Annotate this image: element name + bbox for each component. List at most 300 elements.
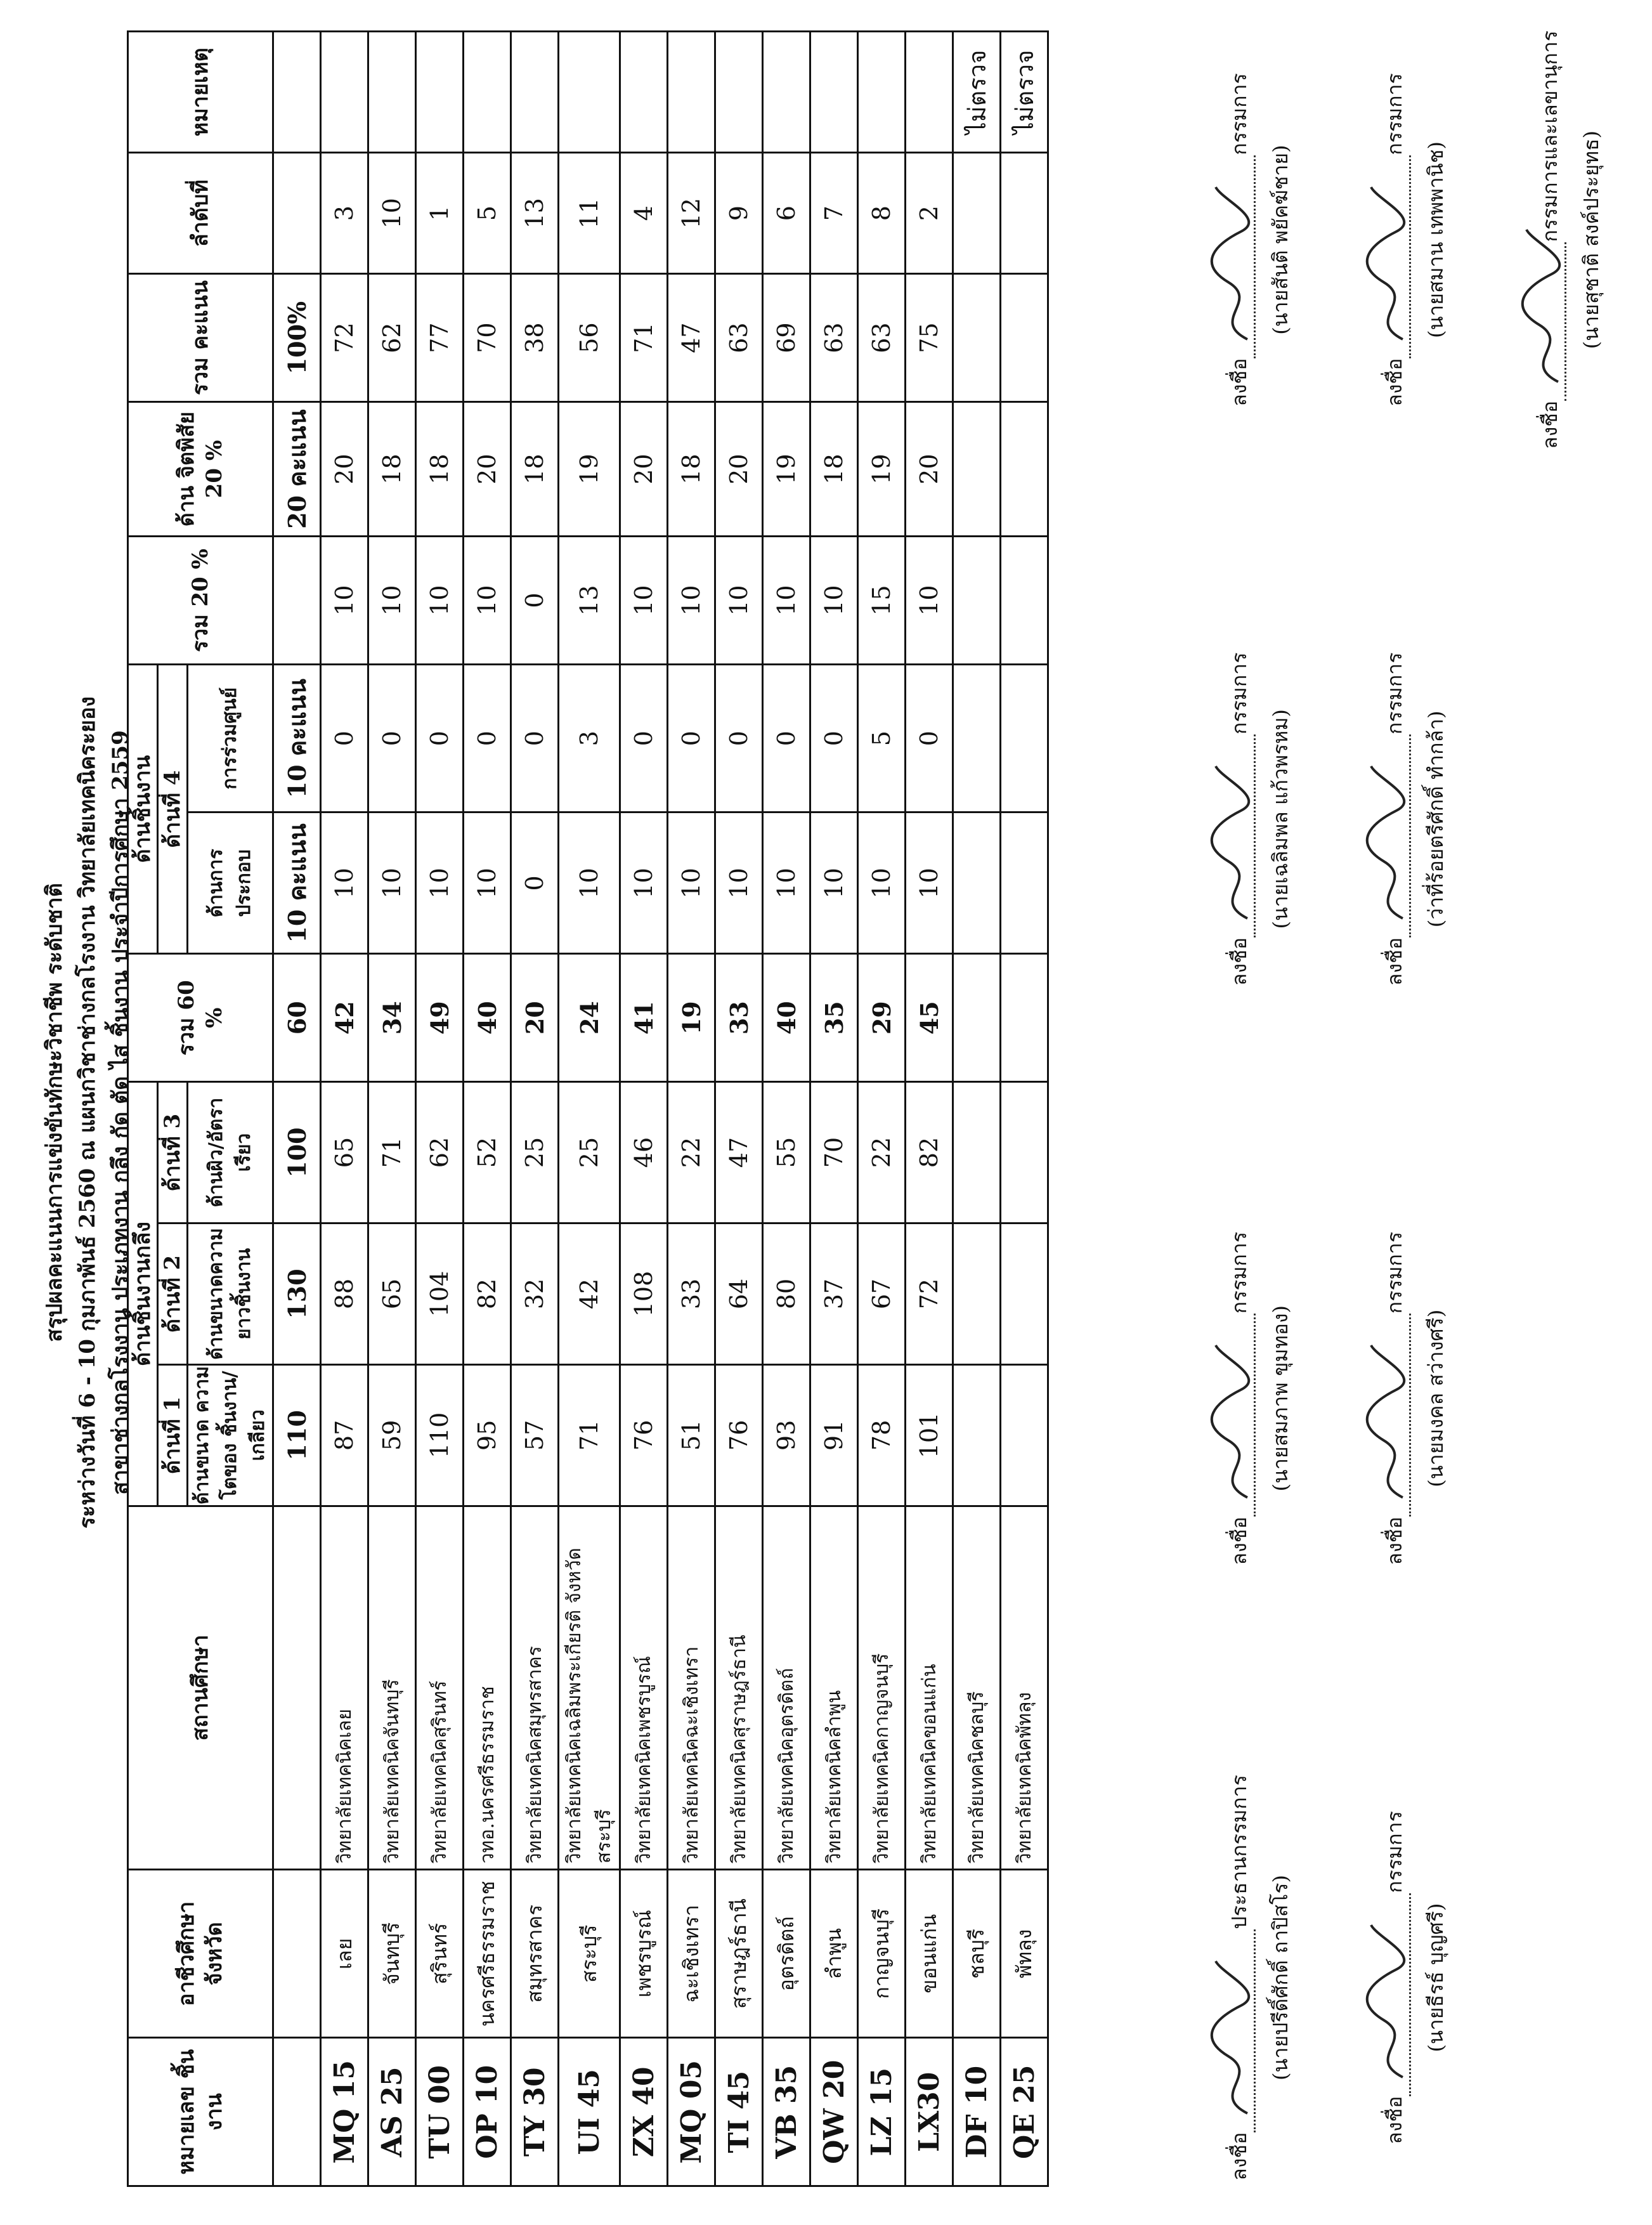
signature-lead: ลงชื่อ [1538, 400, 1562, 449]
cell-province: กาญจนบุรี [858, 1870, 906, 2038]
cell-rank: 9 [715, 153, 763, 274]
cell-total: 63 [858, 274, 906, 402]
signature-line [1403, 1314, 1411, 1517]
signature-lead: ลงชื่อ [1382, 358, 1407, 407]
cell-rank: 13 [511, 153, 559, 274]
cell-habit: 18 [416, 401, 464, 536]
cell-sum60: 40 [763, 954, 810, 1082]
cell-assembly: 10 [321, 812, 368, 954]
cell-assembly [953, 812, 1001, 954]
cell-rank: 10 [368, 153, 416, 274]
cell-habit: 20 [906, 401, 953, 536]
cell-concentric [953, 664, 1001, 812]
cell-habit: 18 [668, 401, 715, 536]
cell-part3: 47 [715, 1082, 763, 1223]
table-row [715, 32, 763, 2186]
header-part2: ด้านที่ 2 [158, 1223, 188, 1365]
cell-concentric: 0 [668, 664, 715, 812]
signature-block [1497, 30, 1608, 449]
score-table-wrapper [127, 30, 1049, 2187]
signature-line [1403, 734, 1411, 937]
signer-name: (ว่าที่ร้อยตรีศักดิ์ ทำกล้า) [1424, 710, 1448, 928]
header-sum60: รวม 60 % [128, 954, 273, 1082]
signature-block [1341, 610, 1452, 1028]
cell-total: 56 [559, 274, 620, 402]
cell-part3: 25 [511, 1082, 559, 1223]
cell-school: วิทยาลัยเทคนิคเพชรบูรณ์ [620, 1506, 668, 1869]
signature-line [1247, 1314, 1256, 1517]
table-row [810, 32, 858, 2186]
handwritten-signature [1203, 1955, 1260, 2120]
cell-part1: 95 [464, 1364, 511, 1506]
header-code: หมายเลข ชิ้นงาน [128, 2038, 273, 2186]
cell-sum60: 35 [810, 954, 858, 1082]
cell-school: วิทยาลัยเทคนิคสุรินทร์ [416, 1506, 464, 1869]
cell-sum20: 10 [763, 537, 810, 665]
cell-part2: 130 [273, 1223, 321, 1365]
table-row [763, 32, 810, 2186]
cell-assembly: 10 [416, 812, 464, 954]
header-part4-assembly: ด้านการ ประกอบ [188, 812, 273, 954]
cell-habit: 20 คะแนน [273, 401, 321, 536]
cell-code: TY 30 [511, 2038, 559, 2186]
signature-role: กรรมการ [1227, 652, 1251, 734]
header-note: หมายเหตุ [128, 32, 273, 153]
cell-part3: 71 [368, 1082, 416, 1223]
cell-rank: 8 [858, 153, 906, 274]
cell-concentric: 0 [906, 664, 953, 812]
cell-sum60: 45 [906, 954, 953, 1082]
cell-total: 69 [763, 274, 810, 402]
signature-lead: ลงชื่อ [1382, 1517, 1407, 1565]
handwritten-signature [1514, 223, 1571, 388]
cell-assembly: 10 [763, 812, 810, 954]
cell-part1 [953, 1364, 1001, 1506]
cell-total [1001, 274, 1048, 402]
cell-habit: 19 [858, 401, 906, 536]
cell-part2: 72 [906, 1223, 953, 1365]
cell-province: สุราษฎร์ธานี [715, 1870, 763, 2038]
cell-habit: 19 [763, 401, 810, 536]
cell-sum60: 34 [368, 954, 416, 1082]
signature-line [1558, 242, 1566, 401]
cell-part3: 22 [668, 1082, 715, 1223]
cell-province: พัทลุง [1001, 1870, 1048, 2038]
signature-row [1341, 30, 1452, 2187]
signer-name: (นายสมาน เทพพานิช) [1424, 141, 1448, 339]
cell-sum60: 29 [858, 954, 906, 1082]
cell-assembly: 10 [715, 812, 763, 954]
header-part4: ด้านที่ 4 [158, 664, 188, 953]
cell-province: เลย [321, 1870, 368, 2038]
cell-assembly [1001, 812, 1048, 954]
cell-habit [953, 401, 1001, 536]
cell-concentric: 0 [763, 664, 810, 812]
cell-note [321, 32, 368, 153]
cell-assembly: 0 [511, 812, 559, 954]
signature-role: กรรมการ [1227, 1231, 1251, 1314]
cell-part3: 100 [273, 1082, 321, 1223]
cell-part1: 110 [273, 1364, 321, 1506]
cell-habit: 20 [321, 401, 368, 536]
table-row [858, 32, 906, 2186]
title-line-3: สาขาช่างกลโรงงาน ประเภทงาน กลึง กัด ตัด ไส ชิ้นงาน ประจำปีการศึกษา 2559 [108, 730, 133, 1495]
cell-assembly: 10 [368, 812, 416, 954]
cell-note [464, 32, 511, 153]
cell-school [273, 1506, 321, 1869]
cell-part2: 67 [858, 1223, 906, 1365]
signature-block [1341, 1768, 1452, 2187]
cell-sum60: 40 [464, 954, 511, 1082]
table-row [321, 32, 368, 2186]
handwritten-signature [1203, 181, 1260, 346]
cell-habit [1001, 401, 1048, 536]
cell-sum20 [953, 537, 1001, 665]
signature-role: กรรมการและเลขานุการ [1538, 30, 1562, 242]
cell-sum60: 24 [559, 954, 620, 1082]
cell-code: AS 25 [368, 2038, 416, 2186]
cell-total: 71 [620, 274, 668, 402]
cell-assembly: 10 [810, 812, 858, 954]
cell-school: วิทยาลัยเทคนิคฉะเชิงเทรา [668, 1506, 715, 1869]
cell-note [620, 32, 668, 153]
signer-name: (นายธีรธ์ บุญศรี) [1424, 1903, 1448, 2052]
cell-part3: 62 [416, 1082, 464, 1223]
cell-total: 72 [321, 274, 368, 402]
cell-code: LZ 15 [858, 2038, 906, 2186]
cell-province: นครศรีธรรมราช [464, 1870, 511, 2038]
cell-part1: 101 [906, 1364, 953, 1506]
cell-total: 47 [668, 274, 715, 402]
cell-rank: 7 [810, 153, 858, 274]
cell-concentric [1001, 664, 1048, 812]
cell-province: ฉะเชิงเทรา [668, 1870, 715, 2038]
cell-sum20 [1001, 537, 1048, 665]
cell-total: 38 [511, 274, 559, 402]
signature-row [1186, 30, 1297, 2187]
cell-rank: 1 [416, 153, 464, 274]
cell-total: 75 [906, 274, 953, 402]
cell-part1: 71 [559, 1364, 620, 1506]
cell-concentric: 5 [858, 664, 906, 812]
cell-code: TU 00 [416, 2038, 464, 2186]
signature-lead: ลงชื่อ [1227, 358, 1251, 407]
cell-school: วิทยาลัยเทคนิคจันทบุรี [368, 1506, 416, 1869]
cell-part3: 82 [906, 1082, 953, 1223]
cell-province: ลำพูน [810, 1870, 858, 2038]
header-turning-group: ด้านชิ้นงานกลึง [128, 1082, 158, 1506]
cell-total: 100% [273, 274, 321, 402]
cell-part1: 57 [511, 1364, 559, 1506]
cell-part2: 42 [559, 1223, 620, 1365]
cell-habit: 20 [464, 401, 511, 536]
header-part3-sub: ด้านผิว/อัตรา เรียว [188, 1082, 273, 1223]
cell-part3: 22 [858, 1082, 906, 1223]
cell-sum20: 10 [906, 537, 953, 665]
cell-rank: 12 [668, 153, 715, 274]
cell-code [273, 2038, 321, 2186]
cell-part1: 87 [321, 1364, 368, 1506]
cell-assembly: 10 [858, 812, 906, 954]
cell-rank [1001, 153, 1048, 274]
cell-rank: 6 [763, 153, 810, 274]
cell-rank [273, 153, 321, 274]
header-habit: ด้าน จิตพิสัย 20 % [128, 401, 273, 536]
cell-concentric: 0 [464, 664, 511, 812]
cell-part1: 93 [763, 1364, 810, 1506]
cell-note [858, 32, 906, 153]
cell-code: ZX 40 [620, 2038, 668, 2186]
cell-assembly: 10 [668, 812, 715, 954]
signature-section [1186, 30, 1652, 2187]
cell-school: วิทยาลัยเทคนิคกาญจนบุรี [858, 1506, 906, 1869]
cell-note [668, 32, 715, 153]
cell-part3 [953, 1082, 1001, 1223]
cell-school: วิทยาลัยเทคนิคเลย [321, 1506, 368, 1869]
cell-school: วิทยาลัยเทคนิคอุตรดิตถ์ [763, 1506, 810, 1869]
cell-code: QE 25 [1001, 2038, 1048, 2186]
signature-lead: ลงชื่อ [1382, 2096, 1407, 2144]
cell-habit: 20 [715, 401, 763, 536]
cell-concentric: 0 [416, 664, 464, 812]
cell-code: DF 10 [953, 2038, 1001, 2186]
cell-part3 [1001, 1082, 1048, 1223]
cell-sum60: 33 [715, 954, 763, 1082]
cell-part1: 59 [368, 1364, 416, 1506]
cell-total: 77 [416, 274, 464, 402]
header-total: รวม คะแนน [128, 274, 273, 402]
cell-part3: 46 [620, 1082, 668, 1223]
header-work-group: ด้านชิ้นงาน [128, 664, 158, 953]
signature-role: กรรมการ [1382, 73, 1407, 155]
signer-name: (นายสันติ พยัคฆ์ชาย) [1268, 145, 1292, 335]
cell-rank [953, 153, 1001, 274]
table-row [620, 32, 668, 2186]
cell-province: สมุทรสาคร [511, 1870, 559, 2038]
cell-school: วิทยาลัยเทคนิคสมุทรสาคร [511, 1506, 559, 1869]
cell-province: สระบุรี [559, 1870, 620, 2038]
cell-total: 63 [810, 274, 858, 402]
cell-sum20: 10 [668, 537, 715, 665]
title-line-1: สรุปผลคะแนนการแข่งขันทักษะวิชาชีพ ระดับชาติ [42, 883, 67, 1342]
cell-part3: 65 [321, 1082, 368, 1223]
signature-role: กรรมการ [1227, 73, 1251, 155]
cell-total: 70 [464, 274, 511, 402]
cell-note [273, 32, 321, 153]
cell-school: วิทยาลัยเทคนิคสุราษฎร์ธานี [715, 1506, 763, 1869]
signature-line [1247, 1929, 1256, 2132]
cell-rank: 3 [321, 153, 368, 274]
cell-concentric: 0 [715, 664, 763, 812]
cell-sum20: 10 [620, 537, 668, 665]
signature-lead: ลงชื่อ [1227, 1517, 1251, 1565]
cell-sum20: 10 [368, 537, 416, 665]
table-row [559, 32, 620, 2186]
cell-sum60: 19 [668, 954, 715, 1082]
cell-sum60: 42 [321, 954, 368, 1082]
cell-rank: 4 [620, 153, 668, 274]
signature-block [1341, 1189, 1452, 1608]
cell-code: UI 45 [559, 2038, 620, 2186]
cell-school: วทอ.นครศรีธรรมราช [464, 1506, 511, 1869]
signature-role: ประธานกรรมการ [1227, 1775, 1251, 1929]
cell-sum20: 10 [715, 537, 763, 665]
table-row [906, 32, 953, 2186]
cell-part1: 76 [620, 1364, 668, 1506]
handwritten-signature [1358, 181, 1415, 346]
cell-note [511, 32, 559, 153]
header-rank: ลำดับที่ [128, 153, 273, 274]
cell-concentric: 0 [810, 664, 858, 812]
header-sum20: รวม 20 % [128, 537, 273, 665]
cell-province [273, 1870, 321, 2038]
handwritten-signature [1203, 1339, 1260, 1504]
cell-school: วิทยาลัยเทคนิคชลบุรี [953, 1506, 1001, 1869]
cell-concentric: 0 [620, 664, 668, 812]
cell-part1: 110 [416, 1364, 464, 1506]
signature-block [1186, 30, 1297, 449]
score-table-body [273, 32, 1048, 2186]
cell-note: ไม่ตรวจ [1001, 32, 1048, 153]
cell-code: MQ 15 [321, 2038, 368, 2186]
signature-lead: ลงชื่อ [1227, 2132, 1251, 2181]
cell-sum20 [273, 537, 321, 665]
cell-total [953, 274, 1001, 402]
header-province: อาชีวศึกษา จังหวัด [128, 1870, 273, 2038]
cell-part2: 64 [715, 1223, 763, 1365]
table-row [416, 32, 464, 2186]
cell-part2 [1001, 1223, 1048, 1365]
title-line-2: ระหว่างวันที่ 6 - 10 กุมภาพันธ์ 2560 ณ แผนกวิชาช่างกลโรงงาน วิทยาลัยเทคนิคระยอง [75, 696, 100, 1529]
cell-part2: 33 [668, 1223, 715, 1365]
cell-habit: 20 [620, 401, 668, 536]
cell-habit: 18 [810, 401, 858, 536]
cell-part2 [953, 1223, 1001, 1365]
cell-note [715, 32, 763, 153]
cell-school: วิทยาลัยเทคนิคลำพูน [810, 1506, 858, 1869]
cell-assembly: 10 [620, 812, 668, 954]
cell-sum60: 49 [416, 954, 464, 1082]
cell-code: VB 35 [763, 2038, 810, 2186]
cell-code: QW 20 [810, 2038, 858, 2186]
signature-block [1186, 610, 1297, 1028]
cell-sum60 [1001, 954, 1048, 1082]
header-part3: ด้านที่ 3 [158, 1082, 188, 1223]
cell-note [368, 32, 416, 153]
signer-name: (นายมงคล สว่างศรี) [1424, 1309, 1448, 1487]
cell-part3: 25 [559, 1082, 620, 1223]
cell-note: ไม่ตรวจ [953, 32, 1001, 153]
cell-part2: 88 [321, 1223, 368, 1365]
cell-assembly: 10 [906, 812, 953, 954]
cell-part1: 91 [810, 1364, 858, 1506]
cell-code: MQ 05 [668, 2038, 715, 2186]
cell-code: LX30 [906, 2038, 953, 2186]
cell-note [416, 32, 464, 153]
cell-sum20: 13 [559, 537, 620, 665]
cell-concentric: 10 คะแนน [273, 664, 321, 812]
cell-sum60: 60 [273, 954, 321, 1082]
cell-note [763, 32, 810, 153]
handwritten-signature [1358, 1919, 1415, 2084]
cell-assembly: 10 [559, 812, 620, 954]
cell-rank: 11 [559, 153, 620, 274]
cell-part3: 70 [810, 1082, 858, 1223]
cell-part2: 32 [511, 1223, 559, 1365]
cell-code: TI 45 [715, 2038, 763, 2186]
cell-school: วิทยาลัยเทคนิคเฉลิมพระเกียรติ จังหวัดสระบุรี [559, 1506, 620, 1869]
handwritten-signature [1358, 1339, 1415, 1504]
cell-province: ขอนแก่น [906, 1870, 953, 2038]
max-score-row [273, 32, 321, 2186]
cell-concentric: 0 [321, 664, 368, 812]
cell-part1 [1001, 1364, 1048, 1506]
cell-part2: 80 [763, 1223, 810, 1365]
signature-line [1403, 1893, 1411, 2096]
cell-part1: 51 [668, 1364, 715, 1506]
cell-sum20: 10 [321, 537, 368, 665]
cell-part1: 76 [715, 1364, 763, 1506]
cell-part2: 108 [620, 1223, 668, 1365]
cell-part1: 78 [858, 1364, 906, 1506]
header-school: สถานศึกษา [128, 1506, 273, 1869]
signature-row [1497, 30, 1608, 2187]
table-row [1001, 32, 1048, 2186]
signature-block [1186, 1768, 1297, 2187]
cell-concentric: 0 [511, 664, 559, 812]
cell-concentric: 0 [368, 664, 416, 812]
signer-name: (นายสมภาพ ขุมทอง) [1268, 1305, 1292, 1492]
signature-line [1247, 734, 1256, 937]
table-row [511, 32, 559, 2186]
table-row [668, 32, 715, 2186]
cell-part2: 82 [464, 1223, 511, 1365]
signature-line [1247, 155, 1256, 358]
table-row [464, 32, 511, 2186]
cell-province: ชลบุรี [953, 1870, 1001, 2038]
signer-name: (นายปรีดิ์ศักดิ์ ถาปิสโร) [1268, 1874, 1292, 2081]
cell-concentric: 3 [559, 664, 620, 812]
signer-name: (นายสุชาติ สงค์ประยุทธ) [1579, 130, 1603, 349]
cell-school: วิทยาลัยเทคนิคพัทลุง [1001, 1506, 1048, 1869]
cell-part2: 37 [810, 1223, 858, 1365]
cell-school: วิทยาลัยเทคนิคขอนแก่น [906, 1506, 953, 1869]
cell-part3: 55 [763, 1082, 810, 1223]
cell-assembly: 10 [464, 812, 511, 954]
header-part2-sub: ด้านขนาดความ ยาวชิ้นงาน [188, 1223, 273, 1365]
cell-sum20: 10 [416, 537, 464, 665]
signature-block [1186, 1189, 1297, 1608]
cell-province: อุตรดิตถ์ [763, 1870, 810, 2038]
cell-habit: 18 [511, 401, 559, 536]
cell-note [906, 32, 953, 153]
cell-part3: 52 [464, 1082, 511, 1223]
cell-rank: 5 [464, 153, 511, 274]
cell-sum20: 10 [464, 537, 511, 665]
signature-block [1341, 30, 1452, 449]
header-part1-sub: ด้านขนาด ความโตของ ชิ้นงาน/เกลียว [188, 1364, 273, 1506]
header-part1: ด้านที่ 1 [158, 1364, 188, 1506]
cell-sum20: 15 [858, 537, 906, 665]
cell-habit: 18 [368, 401, 416, 536]
cell-part2: 104 [416, 1223, 464, 1365]
cell-province: จันทบุรี [368, 1870, 416, 2038]
cell-assembly: 10 คะแนน [273, 812, 321, 954]
handwritten-signature [1203, 760, 1260, 925]
cell-note [559, 32, 620, 153]
score-table [127, 30, 1049, 2187]
signature-lead: ลงชื่อ [1382, 937, 1407, 986]
